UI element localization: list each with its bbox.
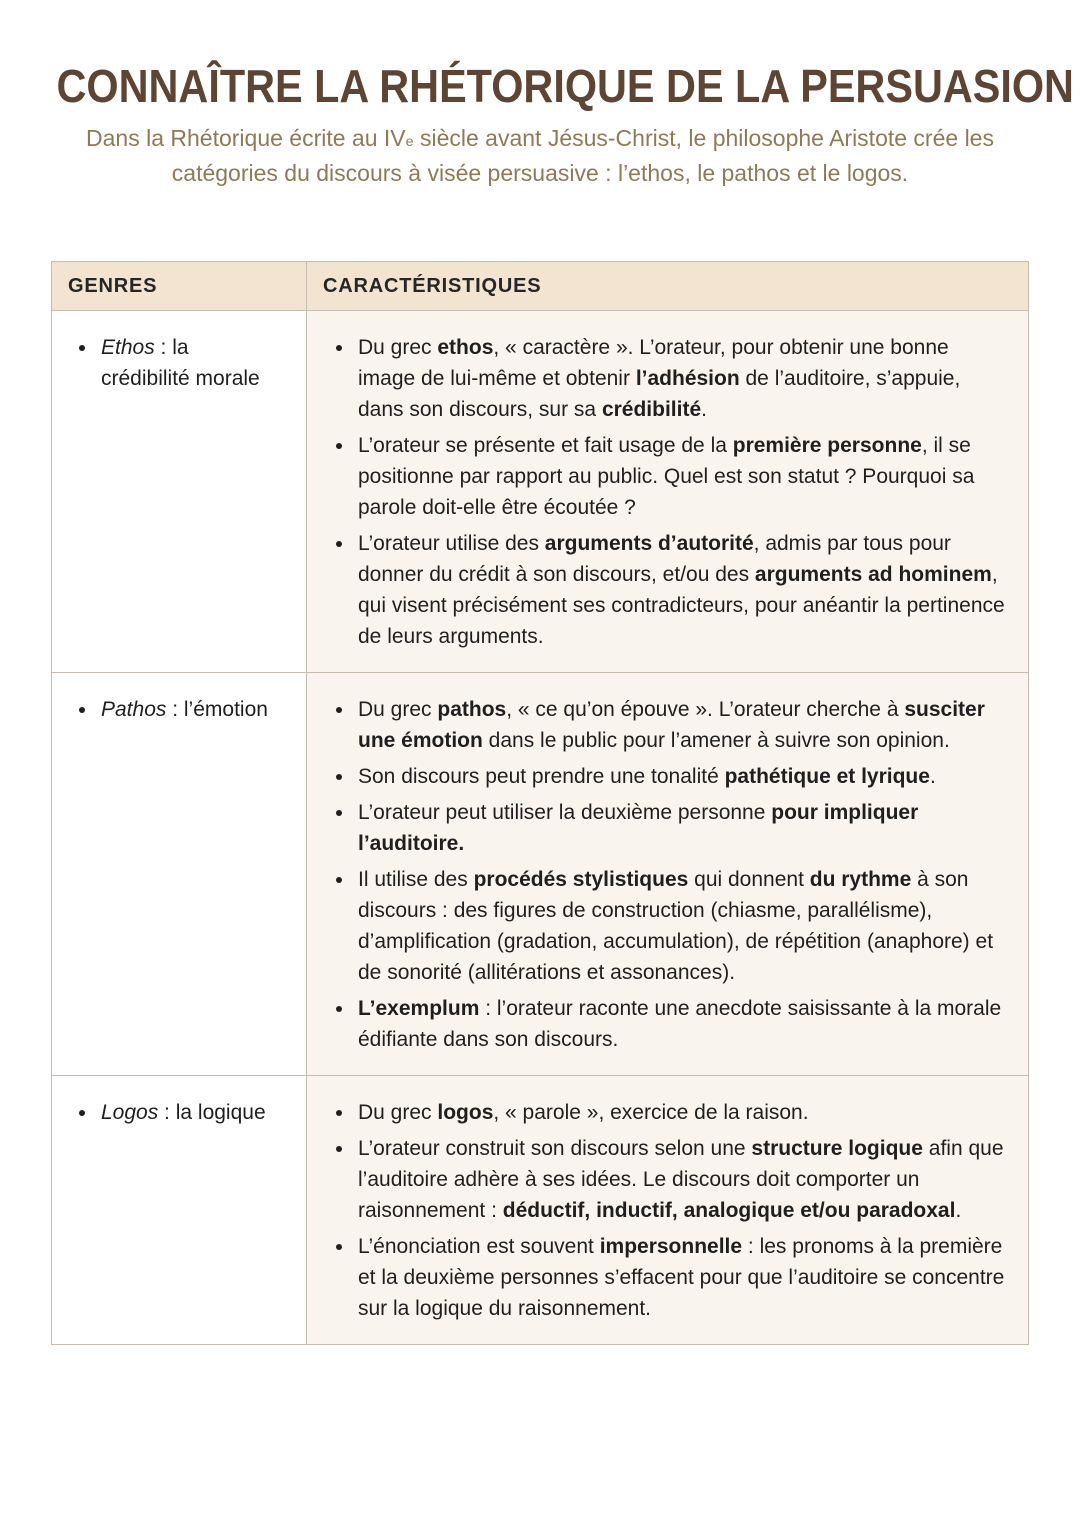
characteristics-list-pathos xyxy=(327,694,1008,1055)
bullet-item: • L’orateur utilise des arguments d’autorité, admis par tous pour donner du crédit à son discours, et/ou des arguments ad hominem, qui visent précisément ses contradicteurs, pour anéantir la pertinence de leurs arguments. xyxy=(355,528,1008,652)
rhetoric-table xyxy=(51,261,1029,1345)
characteristics-cell-pathos xyxy=(307,673,1028,1075)
table-row-logos xyxy=(52,1075,1028,1344)
genre-list xyxy=(70,694,280,725)
bullet-item: • L’orateur peut utiliser la deuxième personne pour impliquer l’auditoire. xyxy=(355,797,1008,859)
page-title: CONNAÎTRE LA RHÉTORIQUE DE LA PERSUASION xyxy=(56,60,1074,112)
table-header-row xyxy=(52,262,1028,310)
bullet-item: • L’énonciation est souvent impersonnelle : les pronoms à la première et la deuxième personnes s’effacent pour que l’auditoire se concentre sur la logique du raisonnement. xyxy=(355,1231,1008,1324)
genre-label-logos: • Logos : la logique xyxy=(98,1097,280,1128)
genre-label-ethos: • Ethos : la crédibilité morale xyxy=(98,332,280,394)
bullet-item: • Du grec ethos, « caractère ». L’orateur, pour obtenir une bonne image de lui-même et obtenir l’adhésion de l’auditoire, s’appuie, dans son discours, sur sa crédibilité. xyxy=(355,332,1008,425)
genre-list xyxy=(70,332,280,394)
header-caracteristiques: CARACTÉRISTIQUES xyxy=(307,262,1028,310)
bullet-item: • L’orateur construit son discours selon une structure logique afin que l’auditoire adhère à ses idées. Le discours doit comporter un raisonnement : déductif, inductif, analogique et/ou paradoxal. xyxy=(355,1133,1008,1226)
bullet-item: • L’exemplum : l’orateur raconte une anecdote saisissante à la morale édifiante dans son discours. xyxy=(355,993,1008,1055)
bullet-item: • Du grec pathos, « ce qu’on épouve ». L’orateur cherche à susciter une émotion dans le public pour l’amener à suivre son opinion. xyxy=(355,694,1008,756)
subtitle-line-1: Dans la Rhétorique écrite au IVe siècle avant Jésus-Christ, le philosophe Aristote crée les xyxy=(86,125,994,152)
header-genres: GENRES xyxy=(52,262,307,310)
bullet-item: • Il utilise des procédés stylistiques qui donnent du rythme à son discours : des figures de construction (chiasme, parallélisme), d’amplification (gradation, accumulation), de répétition (anaphore) et de sonorité (allitérations et assonances). xyxy=(355,864,1008,988)
bullet-item: • Du grec logos, « parole », exercice de la raison. xyxy=(355,1097,1008,1128)
bullet-item: • Son discours peut prendre une tonalité pathétique et lyrique. xyxy=(355,761,1008,792)
genre-list xyxy=(70,1097,280,1128)
page-subtitle xyxy=(0,123,1080,189)
table-row-ethos xyxy=(52,310,1028,672)
subtitle-line-2: catégories du discours à visée persuasive : l’ethos, le pathos et le logos. xyxy=(171,160,909,187)
characteristics-cell-ethos xyxy=(307,311,1028,672)
characteristics-cell-logos xyxy=(307,1076,1028,1344)
table-row-pathos xyxy=(52,672,1028,1075)
characteristics-list-ethos xyxy=(327,332,1008,652)
document-header xyxy=(0,0,1080,189)
genre-cell-pathos xyxy=(52,673,307,1075)
genre-label-pathos: • Pathos : l’émotion xyxy=(98,694,280,725)
genre-cell-ethos xyxy=(52,311,307,672)
genre-cell-logos xyxy=(52,1076,307,1344)
characteristics-list-logos xyxy=(327,1097,1008,1324)
superscript-e: e xyxy=(405,134,414,151)
bullet-item: • L’orateur se présente et fait usage de la première personne, il se positionne par rapport au public. Quel est son statut ? Pourquoi sa parole doit-elle être écoutée ? xyxy=(355,430,1008,523)
